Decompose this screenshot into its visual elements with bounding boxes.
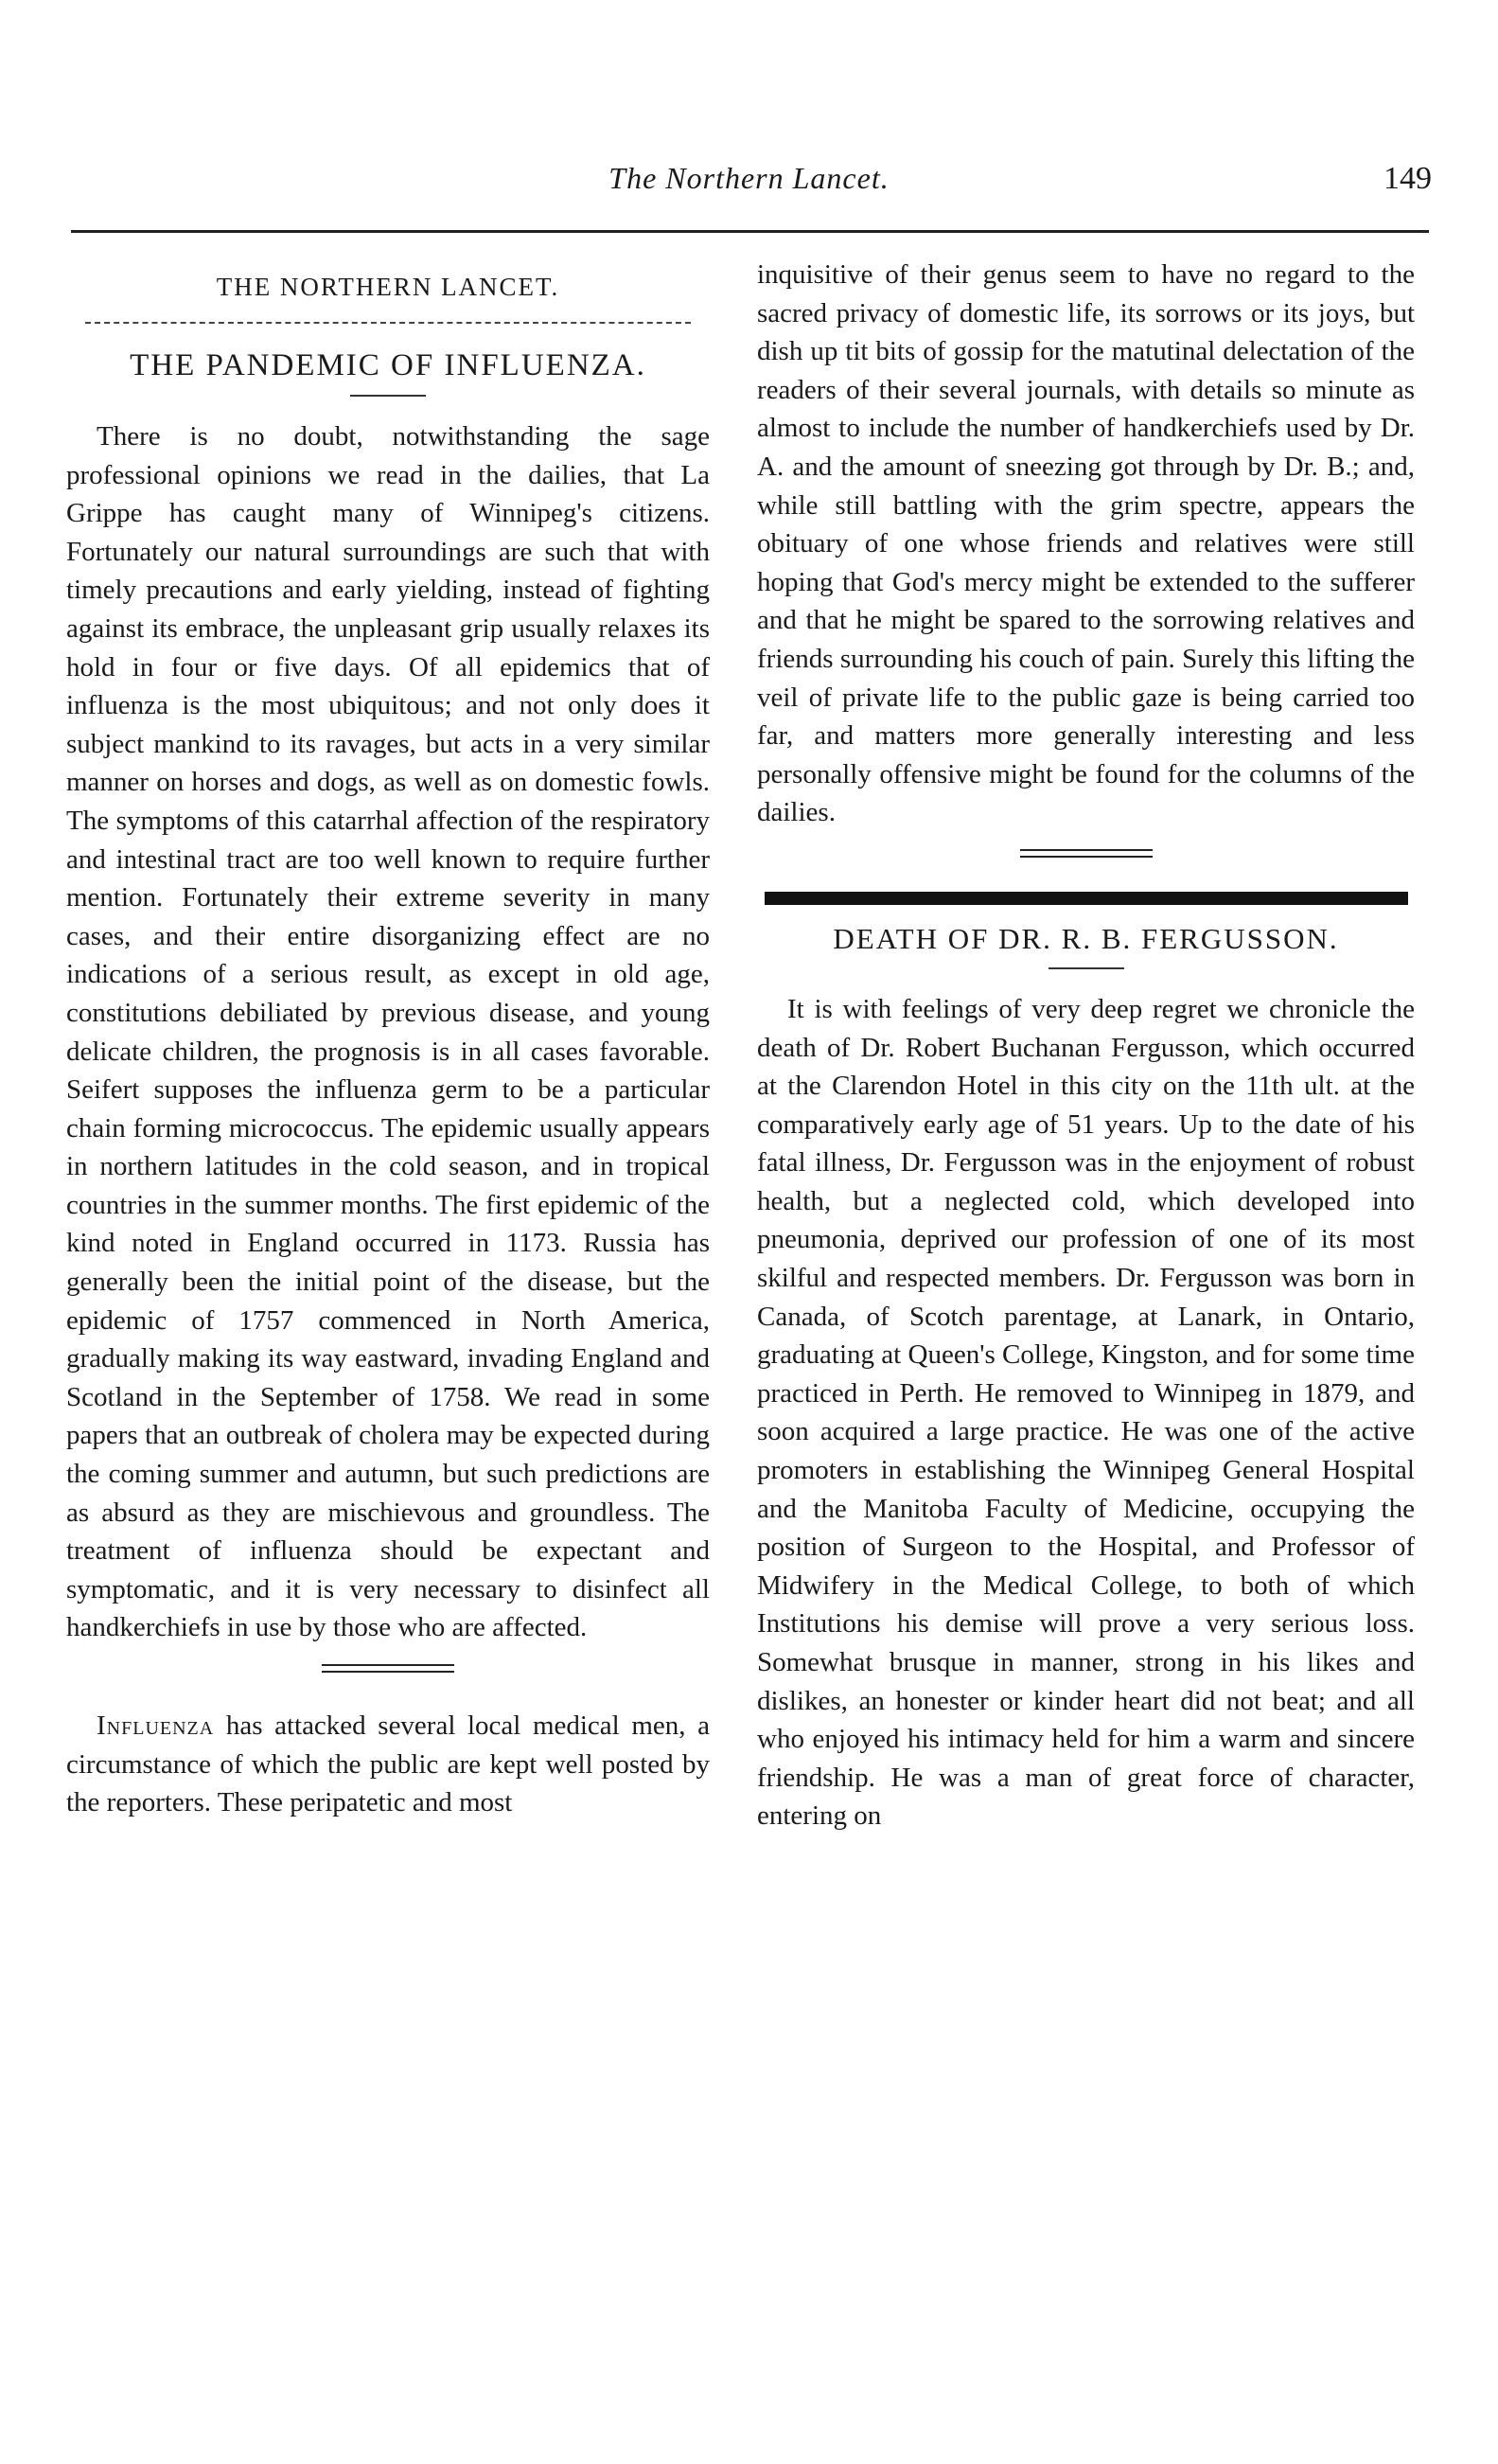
death-article-title: DEATH OF DR. R. B. FERGUSSON. (833, 921, 1339, 955)
medical-men-article-left-text: has attacked several local medical men, a circumstance of which the public are kept well posted by the reporters. These peripatetic and most (66, 1711, 710, 1818)
section-divider (322, 1664, 454, 1673)
medical-men-lead-word: Influenza (97, 1711, 215, 1741)
title-rule (350, 395, 426, 397)
masthead-rule (85, 322, 691, 324)
influenza-article-title: THE PANDEMIC OF INFLUENZA. (130, 348, 646, 382)
section-divider-right (1020, 849, 1153, 858)
death-article-body: It is with feelings of very deep regret we chronicle the death of Dr. Robert Buchanan Fergusson, which occurred at the Clarendon Hotel in this city on the 11th ult. at the comparatively early age of 51 years. Up to the date of his fatal illness, Dr. Fergusson was in the enjoyment of robust health, but a neglected cold, which developed into pneumonia, deprived our profession of one of its most skilful and respected members. Dr. Fergusson was born in Canada, of Scotch parentage, at Lanark, in Ontario, graduating at Queen's College, Kingston, and for some time practiced in Perth. He removed to Winnipeg in 1879, and soon acquired a large practice. He was one of the active promoters in establishing the Winnipeg General Hospital and the Manitoba Faculty of Medicine, occupying the position of Surgeon to the Hospital, and Professor of Midwifery in the Medical College, to both of which Institutions his demise will prove a very serious loss. Somewhat brusque in manner, strong in his likes and dislikes, an honester or kinder heart did not beat; and all who enjoyed his intimacy held for him a warm and sincere friendship. He was a man of great force of character, entering on (757, 993, 1415, 1832)
influenza-article-body: There is no doubt, notwithstanding the sage professional opinions we read in the dailies, that La Grippe has caught many of Winnipeg's citizens. Fortunately our natural surroundings are such that with timely precautions and early yielding, instead of fighting against its embrace, the unpleasant grip usually relaxes its hold in four or five days. Of all epidemics that of influenza is the most ubiquitous; and not only does it subject mankind to its ravages, but acts in a very similar manner on horses and dogs, as well as on domestic fowls. The symptoms of this catarrhal affection of the respiratory and intestinal tract are too well known to require further mention. Fortunately their extreme severity in many cases, and their entire disorganizing effect are no indications of a serious result, as except in old age, constitutions debiliated by previous disease, and young delicate children, the prognosis is in all cases favorable. Seifert supposes the influenza germ to be a particular chain forming micrococcus. The epidemic usually appears in northern latitudes in the cold season, and in tropical countries in the summer months. The first epidemic of the kind noted in England occurred in 1173. Russia has generally been the initial point of the disease, but the epidemic of 1757 commenced in North America, gradually making its way eastward, invading England and Scotland in the September of 1758. We read in some papers that an outbreak of cholera may be expected during the coming summer and autumn, but such predictions are as absurd as they are mischievous and groundless. The treatment of influenza should be expectant and symptomatic, and it is very necessary to disinfect all handkerchiefs in use by those who are affected. (66, 421, 710, 1643)
running-head (0, 0, 1498, 237)
header-rule (71, 230, 1429, 233)
medical-men-article-continued: inquisitive of their genus seem to have no regard to the sacred privacy of domestic life, its sorrows or its joys, but dish up tit bits of gossip for the matutinal delectation of the readers of their several journals, with details so minute as almost to include the number of handkerchiefs used by Dr. A. and the amount of sneezing got through by Dr. B.; and, while still battling with the grim spectre, appears the obituary of one whose friends and relatives were still hoping that God's mercy might be extended to the sufferer and that he might be spared to the sorrowing relatives and friends surrounding his couch of pain. Surely this lifting the veil of private life to the public gaze is being carried too far, and matters more generally interesting and less personally offensive might be found for the columns of the dailies. (757, 259, 1415, 828)
medical-men-article-start (66, 1707, 710, 1822)
page-number: 149 (1383, 161, 1432, 196)
heavy-rule (765, 892, 1408, 905)
death-title-rule (1049, 967, 1124, 969)
left-column (66, 256, 710, 1822)
masthead: THE NORTHERN LANCET. (216, 273, 560, 301)
right-column (757, 256, 1415, 1835)
journal-title: The Northern Lancet. (608, 161, 890, 195)
